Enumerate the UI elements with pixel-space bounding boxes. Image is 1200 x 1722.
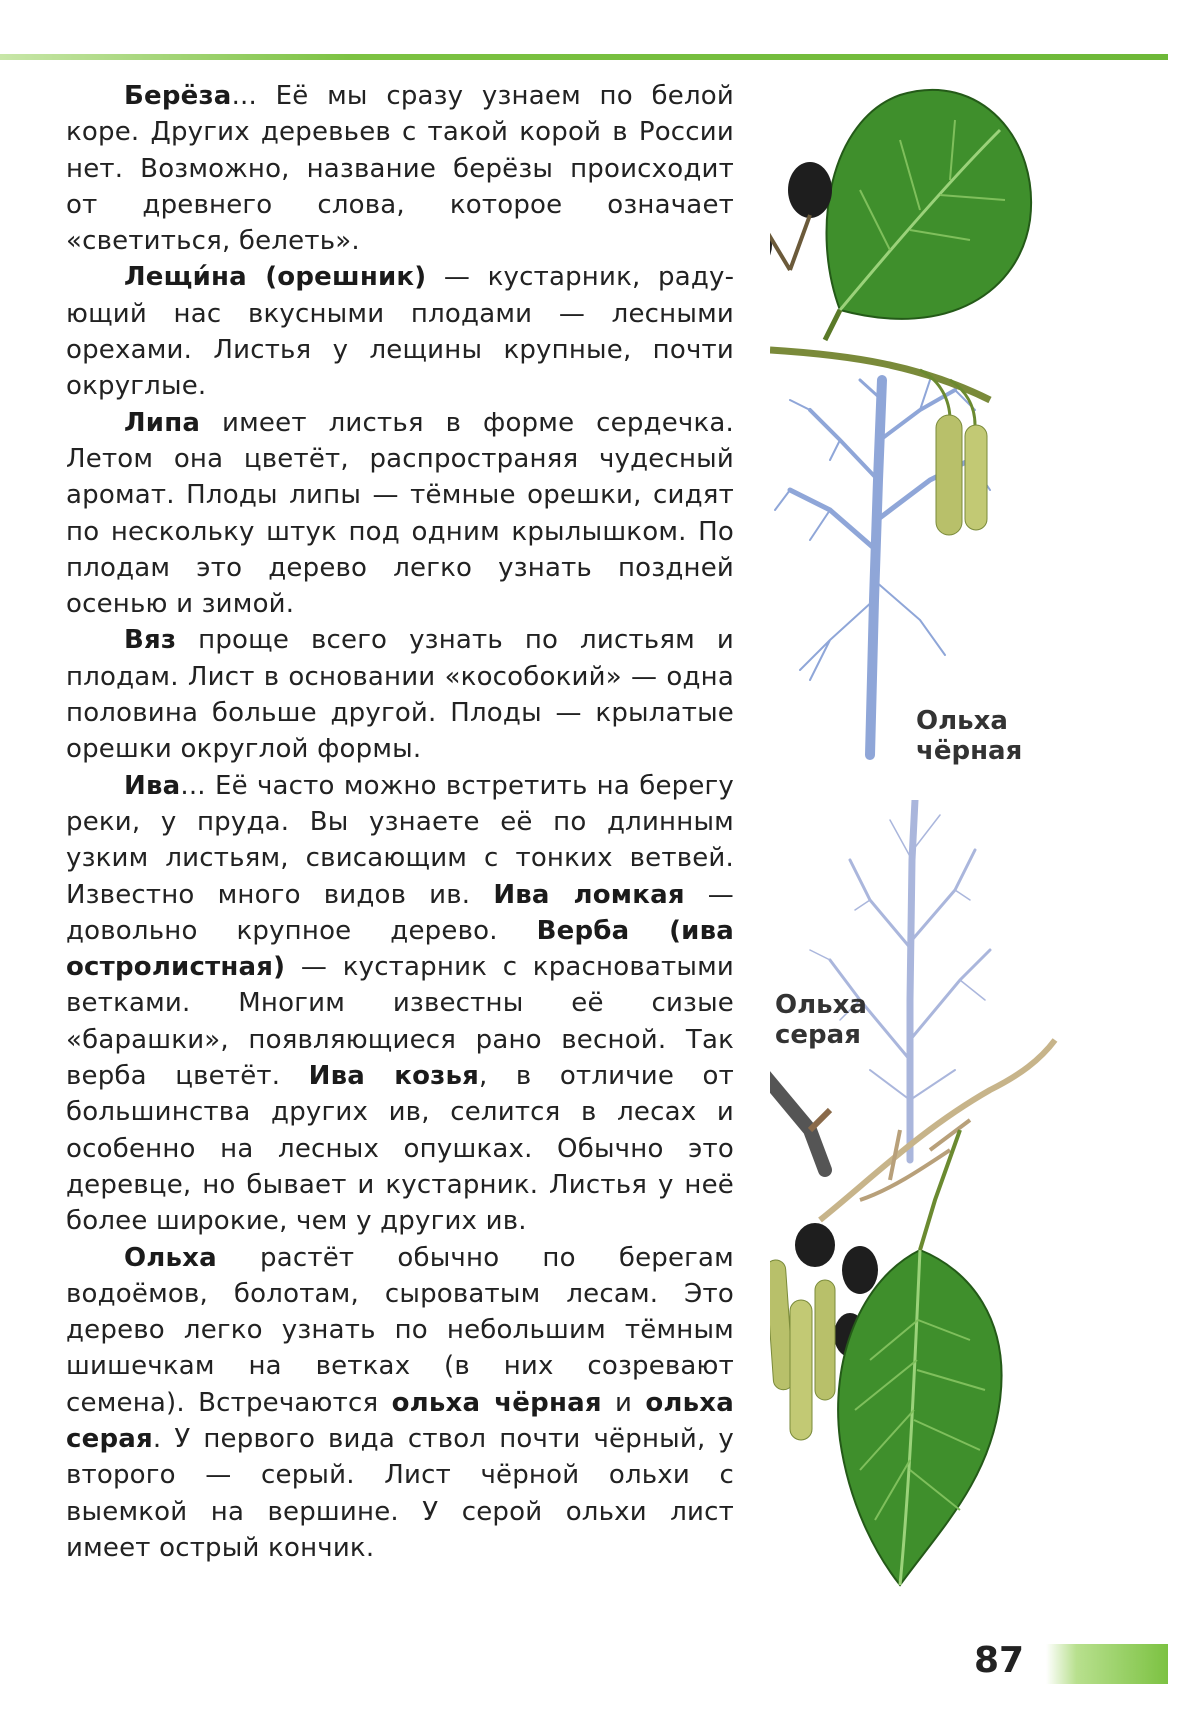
- text-run: . У первого вида ствол почти чёрный, у второго — серый. Лист чёрной ольхи с выемкой на вершине. У серой ольхи лист имеет острый кончик.: [66, 1423, 734, 1563]
- black-alder-illustration: [770, 80, 1070, 760]
- text-run: — довольно крупное дерево.: [66, 879, 734, 946]
- bold-term: Лещи́на (орешник): [124, 262, 427, 293]
- bold-term: Ива: [124, 770, 181, 801]
- text-run: — кустарник, радующий нас вкусными плодами — лесными орехами. Листья у лещины крупные, почти округлые.: [66, 262, 734, 402]
- caption-grey-alder-line2: серая: [775, 1020, 861, 1050]
- bold-term: Ива ломкая: [493, 879, 685, 910]
- text-run: , в отличие от большинства других ив, селится в лесах и особенно на лесных опушках. Обычно это деревце, но бывает и кустарник. Листья у неё более широкие, чем у других ив.: [66, 1061, 734, 1237]
- page-number-green-tab: [1046, 1644, 1168, 1684]
- text-run: проще всего узнать по листьям и плодам. Лист в основании «кособокий» — одна половина больше другой. Плоды — крылатые орешки округлой формы.: [66, 625, 734, 765]
- black-alder-leaf: [825, 90, 1031, 340]
- bold-term: Верба (ива остролистная): [66, 915, 734, 983]
- bold-term: Ольха: [124, 1242, 217, 1273]
- caption-black-alder: [916, 706, 1022, 766]
- paragraph-leshchina: [66, 259, 734, 404]
- paragraph-bereza: [66, 78, 734, 259]
- top-green-rule: [0, 54, 1168, 60]
- paragraph-lipa: [66, 405, 734, 623]
- caption-grey-alder-line1: Ольха: [775, 990, 867, 1020]
- text-run: имеет листья в форме сердечка. Летом она цветёт, распространяя чудесный аромат. Плоды липы — тёмные орешки, сидят по нескольку штук под одним крылышком. По плодам это дерево легко узнать поздней осенью и зимой.: [66, 407, 734, 620]
- black-alder-cones: [770, 88, 832, 270]
- main-text: [66, 78, 734, 1566]
- bold-term: Ива козья: [308, 1061, 479, 1092]
- bold-term: ольха серая: [66, 1387, 734, 1454]
- paragraph-vyaz: [66, 622, 734, 767]
- caption-black-alder-line1: Ольха: [916, 706, 1008, 736]
- text-run: ... Её часто можно встретить на берегу реки, у пруда. Вы узнаете её по длинным узким листьям, свисающим с тонких ветвей. Известно много видов ив.: [66, 770, 734, 910]
- text-run: — кустарник с красноватыми ветками. Многим известны её сизые «барашки», появляющиеся рано весной. Так верба цветёт.: [66, 952, 734, 1092]
- grey-alder-illustration: [770, 800, 1070, 1600]
- caption-grey-alder: [775, 990, 867, 1050]
- page-number: 87: [974, 1640, 1025, 1681]
- paragraph-iva: [66, 768, 734, 1240]
- bold-term: Берёза: [124, 81, 232, 111]
- bold-term: Липа: [124, 407, 201, 438]
- bold-term: ольха чёрная: [391, 1387, 602, 1418]
- bold-term: Вяз: [124, 625, 177, 656]
- grey-alder-catkins: [770, 1259, 835, 1440]
- text-run: растёт обычно по берегам водоёмов, болотам, сыроватым лесам. Это дерево легко узнать по небольшим тёмным шишечкам на ветках (в них созревают семена). Встречаются: [66, 1242, 734, 1418]
- paragraph-olkha: [66, 1240, 734, 1567]
- text-run: и: [601, 1387, 646, 1418]
- text-run: ... Её мы сразу узнаем по белой коре. Других деревьев с такой корой в России нет. Возможно, название берёзы происходит от древнего слова, которое означает «светиться, белеть».: [66, 81, 734, 257]
- caption-black-alder-line2: чёрная: [916, 736, 1023, 766]
